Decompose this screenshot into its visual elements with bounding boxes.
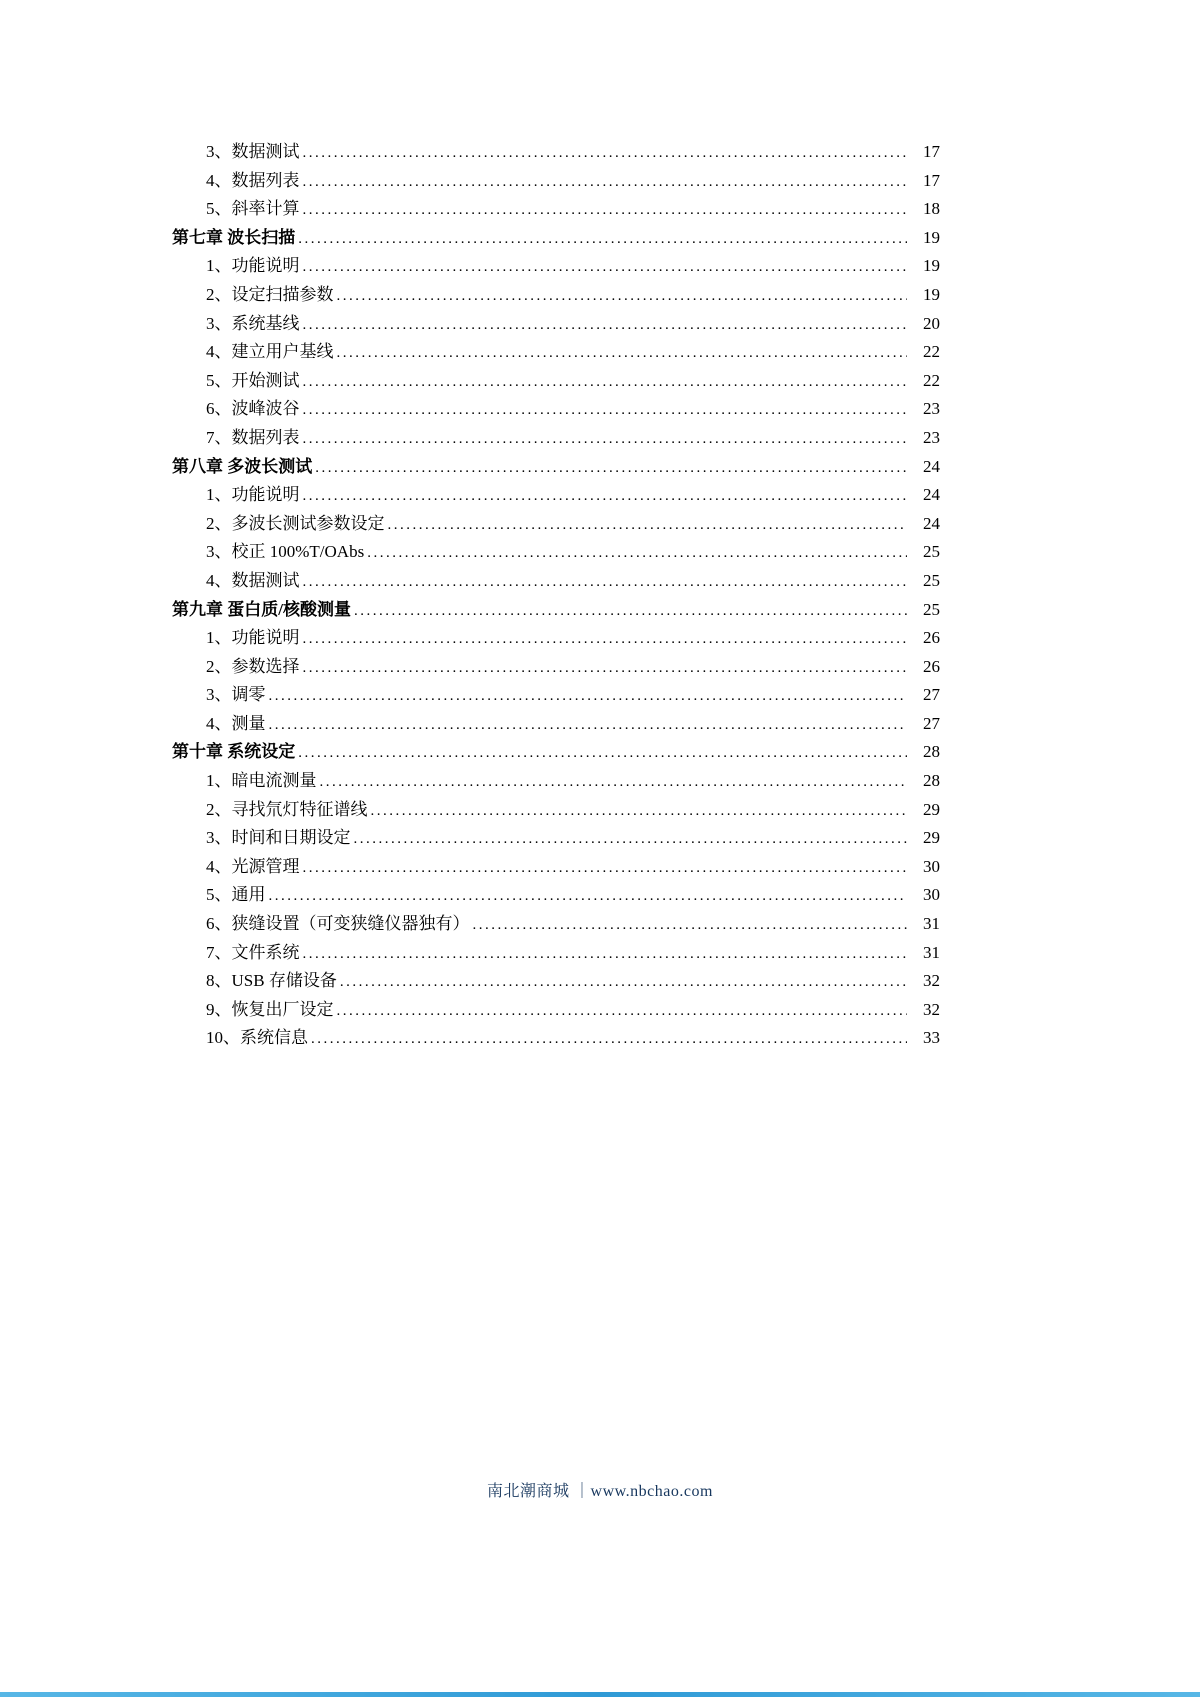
- toc-item-row[interactable]: [172, 281, 940, 310]
- toc-item-row[interactable]: [172, 567, 940, 596]
- toc-entry-label: 2、寻找氘灯特征谱线: [206, 799, 368, 819]
- toc-entry-label: 7、数据列表: [206, 427, 300, 447]
- toc-item-row[interactable]: [172, 510, 940, 539]
- toc-entry-label: 4、数据列表: [206, 170, 300, 190]
- toc-entry-page: 25: [923, 542, 940, 562]
- dot-leader: [320, 767, 908, 797]
- toc-entry-page: 17: [923, 170, 940, 190]
- toc-item-row[interactable]: [172, 796, 940, 825]
- dot-leader: [298, 224, 907, 254]
- toc-entry-page: 23: [923, 427, 940, 447]
- toc-entry-label: 3、数据测试: [206, 142, 300, 161]
- table-of-contents: [172, 138, 940, 1053]
- toc-item-row[interactable]: [172, 1024, 940, 1053]
- dot-leader: [311, 1024, 907, 1054]
- toc-item-row[interactable]: [172, 853, 940, 882]
- toc-entry-label: 5、斜率计算: [206, 199, 300, 219]
- toc-entry-label: 6、狭缝设置（可变狭缝仪器独有）: [206, 914, 470, 934]
- toc-item-row[interactable]: [172, 338, 940, 367]
- toc-entry-label: 2、设定扫描参数: [206, 284, 334, 304]
- toc-entry-label: 3、时间和日期设定: [206, 828, 351, 848]
- toc-entry-label: 第七章 波长扫描: [172, 227, 296, 247]
- dot-leader: [340, 967, 907, 997]
- toc-chapter-row[interactable]: [172, 596, 940, 625]
- dot-leader: [303, 167, 908, 197]
- toc-item-row[interactable]: [172, 996, 940, 1025]
- toc-entry-label: 第九章 蛋白质/核酸测量: [172, 599, 351, 619]
- toc-entry-label: 10、系统信息: [206, 1028, 308, 1048]
- dot-leader: [303, 138, 908, 168]
- toc-entry-label: 5、开始测试: [206, 370, 300, 390]
- toc-entry-page: 30: [923, 885, 940, 905]
- dot-leader: [303, 939, 908, 969]
- toc-entry-label: 5、通用: [206, 885, 266, 905]
- toc-entry-page: 26: [923, 656, 940, 676]
- toc-item-row[interactable]: [172, 710, 940, 739]
- toc-entry-label: 1、功能说明: [206, 628, 300, 648]
- toc-chapter-row[interactable]: [172, 224, 940, 253]
- page-bottom-border: [0, 1692, 1200, 1697]
- toc-item-row[interactable]: [172, 681, 940, 710]
- dot-leader: [473, 910, 908, 940]
- dot-leader: [269, 710, 908, 740]
- dot-leader: [303, 481, 908, 511]
- toc-entry-page: 29: [923, 799, 940, 819]
- toc-item-row[interactable]: [172, 538, 940, 567]
- toc-entry-page: 31: [923, 914, 940, 934]
- toc-entry-label: 1、功能说明: [206, 256, 300, 276]
- toc-entry-page: 22: [923, 342, 940, 362]
- toc-entry-label: 第十章 系统设定: [172, 742, 296, 762]
- toc-entry-page: 26: [923, 628, 940, 648]
- toc-entry-page: 31: [923, 942, 940, 962]
- toc-entry-page: 24: [923, 485, 940, 505]
- toc-item-row[interactable]: [172, 252, 940, 281]
- dot-leader: [367, 538, 907, 568]
- toc-entry-label: 1、功能说明: [206, 485, 300, 505]
- dot-leader: [303, 310, 908, 340]
- dot-leader: [337, 996, 908, 1026]
- toc-entry-page: 28: [923, 742, 940, 762]
- toc-item-row[interactable]: [172, 167, 940, 196]
- toc-entry-page: 19: [923, 227, 940, 247]
- toc-entry-label: 1、暗电流测量: [206, 771, 317, 791]
- toc-entry-label: 3、调零: [206, 685, 266, 705]
- toc-item-row[interactable]: [172, 424, 940, 453]
- toc-entry-page: 25: [923, 599, 940, 619]
- dot-leader: [269, 681, 908, 711]
- toc-entry-label: 4、数据测试: [206, 570, 300, 590]
- dot-leader: [303, 367, 908, 397]
- footer: [0, 1478, 1200, 1501]
- toc-entry-label: 2、参数选择: [206, 656, 300, 676]
- toc-entry-page: 19: [923, 284, 940, 304]
- toc-item-row[interactable]: [172, 138, 940, 167]
- dot-leader: [269, 881, 908, 911]
- toc-item-row[interactable]: [172, 624, 940, 653]
- toc-entry-page: 27: [923, 713, 940, 733]
- toc-chapter-row[interactable]: [172, 738, 940, 767]
- dot-leader: [303, 567, 908, 597]
- toc-entry-page: 30: [923, 856, 940, 876]
- dot-leader: [337, 338, 908, 368]
- dot-leader: [303, 624, 908, 654]
- toc-entry-label: 4、光源管理: [206, 856, 300, 876]
- toc-entry-page: 32: [923, 999, 940, 1019]
- dot-leader: [303, 853, 908, 883]
- toc-item-row[interactable]: [172, 481, 940, 510]
- toc-entry-page: 27: [923, 685, 940, 705]
- toc-entry-page: 25: [923, 570, 940, 590]
- dot-leader: [303, 653, 908, 683]
- dot-leader: [315, 453, 907, 483]
- toc-entry-label: 4、建立用户基线: [206, 342, 334, 362]
- toc-entry-page: 33: [923, 1028, 940, 1048]
- toc-entry-page: 17: [923, 142, 940, 161]
- toc-entry-label: 6、波峰波谷: [206, 399, 300, 419]
- toc-entry-label: 3、系统基线: [206, 313, 300, 333]
- dot-leader: [371, 796, 908, 826]
- toc-entry-page: 32: [923, 971, 940, 991]
- toc-item-row[interactable]: [172, 195, 940, 224]
- dot-leader: [303, 195, 908, 225]
- dot-leader: [303, 252, 908, 282]
- toc-item-row[interactable]: [172, 310, 940, 339]
- toc-entry-page: 24: [923, 456, 940, 476]
- dot-leader: [298, 738, 907, 768]
- dot-leader: [303, 395, 908, 425]
- toc-entry-label: 第八章 多波长测试: [172, 456, 313, 476]
- dot-leader: [388, 510, 908, 540]
- toc-entry-page: 28: [923, 771, 940, 791]
- toc-entry-label: 4、测量: [206, 713, 266, 733]
- toc-entry-page: 19: [923, 256, 940, 276]
- toc-entry-label: 2、多波长测试参数设定: [206, 513, 385, 533]
- toc-entry-page: 24: [923, 513, 940, 533]
- toc-item-row[interactable]: [172, 767, 940, 796]
- toc-entry-page: 23: [923, 399, 940, 419]
- toc-item-row[interactable]: [172, 967, 940, 996]
- toc-entry-page: 20: [923, 313, 940, 333]
- dot-leader: [337, 281, 908, 311]
- toc-entry-page: 18: [923, 199, 940, 219]
- toc-entry-label: 8、USB 存储设备: [206, 971, 337, 991]
- dot-leader: [303, 424, 908, 454]
- toc-item-row[interactable]: [172, 367, 940, 396]
- toc-item-row[interactable]: [172, 881, 940, 910]
- dot-leader: [354, 596, 907, 626]
- toc-item-row[interactable]: [172, 395, 940, 424]
- dot-leader: [354, 824, 908, 854]
- toc-entry-label: 3、校正 100%T/OAbs: [206, 542, 365, 562]
- toc-chapter-row[interactable]: [172, 453, 940, 482]
- toc-item-row[interactable]: [172, 653, 940, 682]
- toc-entry-label: 7、文件系统: [206, 942, 300, 962]
- footer-link[interactable]: 南北潮商城 ｜www.nbchao.com: [487, 1483, 713, 1500]
- toc-item-row[interactable]: [172, 824, 940, 853]
- toc-entry-page: 29: [923, 828, 940, 848]
- toc-entry-page: 22: [923, 370, 940, 390]
- toc-item-row[interactable]: [172, 939, 940, 968]
- toc-item-row[interactable]: [172, 910, 940, 939]
- toc-entry-label: 9、恢复出厂设定: [206, 999, 334, 1019]
